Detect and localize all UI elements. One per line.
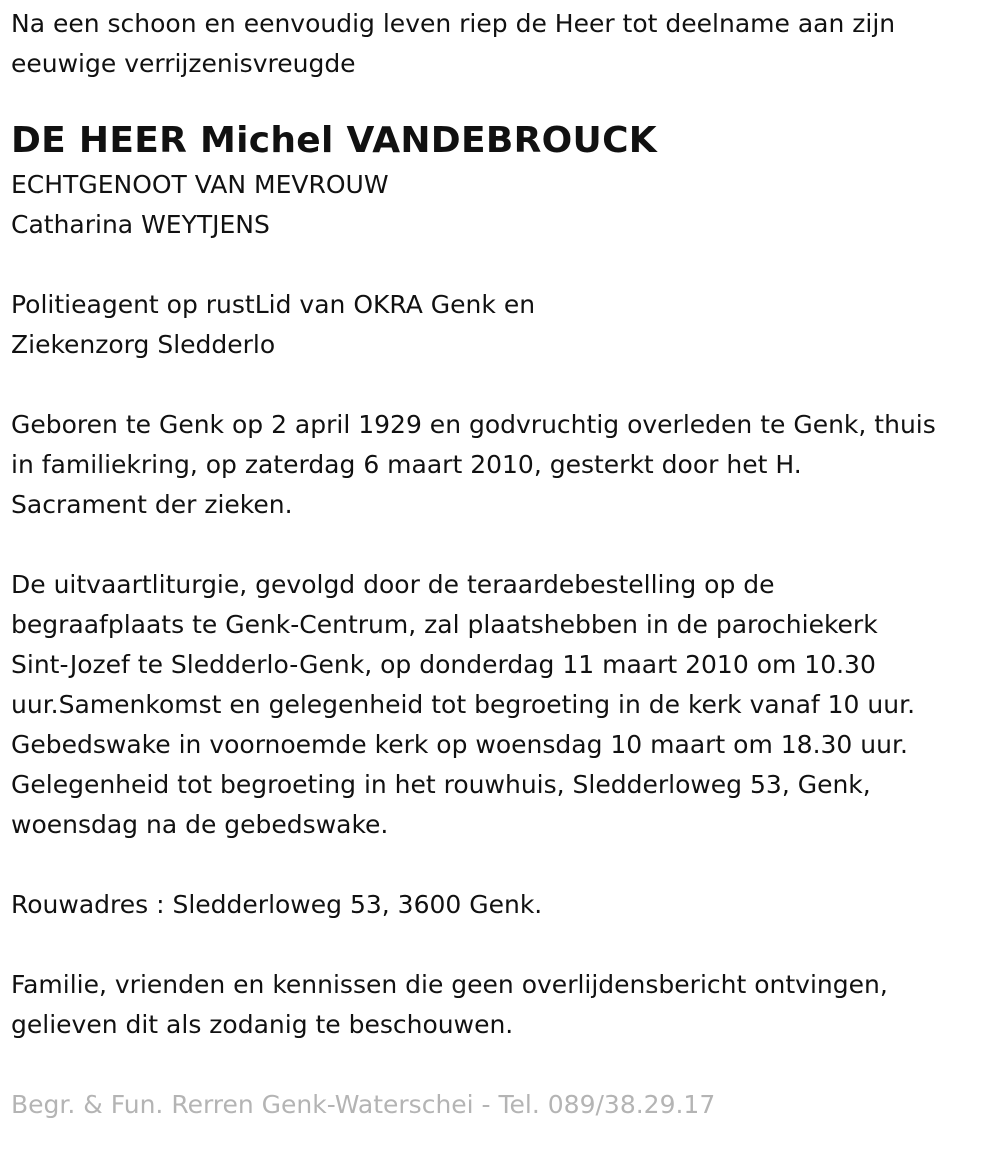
intro-line: eeuwige verrijzenisvreugde [11, 49, 356, 78]
birth-death-line: Sacrament der zieken. [11, 490, 293, 519]
occupation-line: Ziekenzorg Sledderlo [11, 330, 276, 359]
funeral-line: Gebedswake in voornoemde kerk op woensdag 10 maart om 18.30 uur. [11, 730, 908, 759]
intro-paragraph [11, 4, 991, 84]
funeral-line: Gelegenheid tot begroeting in het rouwhuis, Sledderloweg 53, Genk, [11, 770, 871, 799]
deceased-name: DE HEER Michel VANDEBROUCK [11, 120, 657, 161]
spacer [11, 845, 991, 885]
mourning-address: Rouwadres : Sledderloweg 53, 3600 Genk. [11, 890, 543, 919]
family-note-line: Familie, vrienden en kennissen die geen overlijdensbericht ontvingen, [11, 970, 888, 999]
birth-death-paragraph [11, 405, 991, 525]
intro-line: Na een schoon en eenvoudig leven riep de Heer tot deelname aan zijn [11, 9, 896, 38]
funeral-line: uur.Samenkomst en gelegenheid tot begroeting in de kerk vanaf 10 uur. [11, 690, 916, 719]
birth-death-line: Geboren te Genk op 2 april 1929 en godvruchtig overleden te Genk, thuis [11, 410, 936, 439]
spouse-block [11, 165, 991, 245]
funeral-home-footer: Begr. & Fun. Rerren Genk-Waterschei - Tel. 089/38.29.17 [11, 1090, 716, 1119]
spouse-name: Catharina WEYTJENS [11, 210, 270, 239]
funeral-line: Sint-Jozef te Sledderlo-Genk, op donderdag 11 maart 2010 om 10.30 [11, 650, 876, 679]
spacer [11, 365, 991, 405]
family-note-paragraph [11, 965, 991, 1045]
spacer [11, 245, 991, 285]
spacer [11, 925, 991, 965]
obituary-notice [11, 4, 991, 1125]
funeral-line: woensdag na de gebedswake. [11, 810, 389, 839]
spacer [11, 525, 991, 565]
funeral-line: De uitvaartliturgie, gevolgd door de teraardebestelling op de [11, 570, 775, 599]
occupation-line: Politieagent op rustLid van OKRA Genk en [11, 290, 536, 319]
occupation-paragraph [11, 285, 991, 365]
birth-death-line: in familiekring, op zaterdag 6 maart 2010, gesterkt door het H. [11, 450, 802, 479]
funeral-line: begraafplaats te Genk-Centrum, zal plaatshebben in de parochiekerk [11, 610, 878, 639]
funeral-paragraph [11, 565, 991, 845]
spouse-title: ECHTGENOOT VAN MEVROUW [11, 170, 389, 199]
spacer [11, 1045, 991, 1085]
family-note-line: gelieven dit als zodanig te beschouwen. [11, 1010, 514, 1039]
